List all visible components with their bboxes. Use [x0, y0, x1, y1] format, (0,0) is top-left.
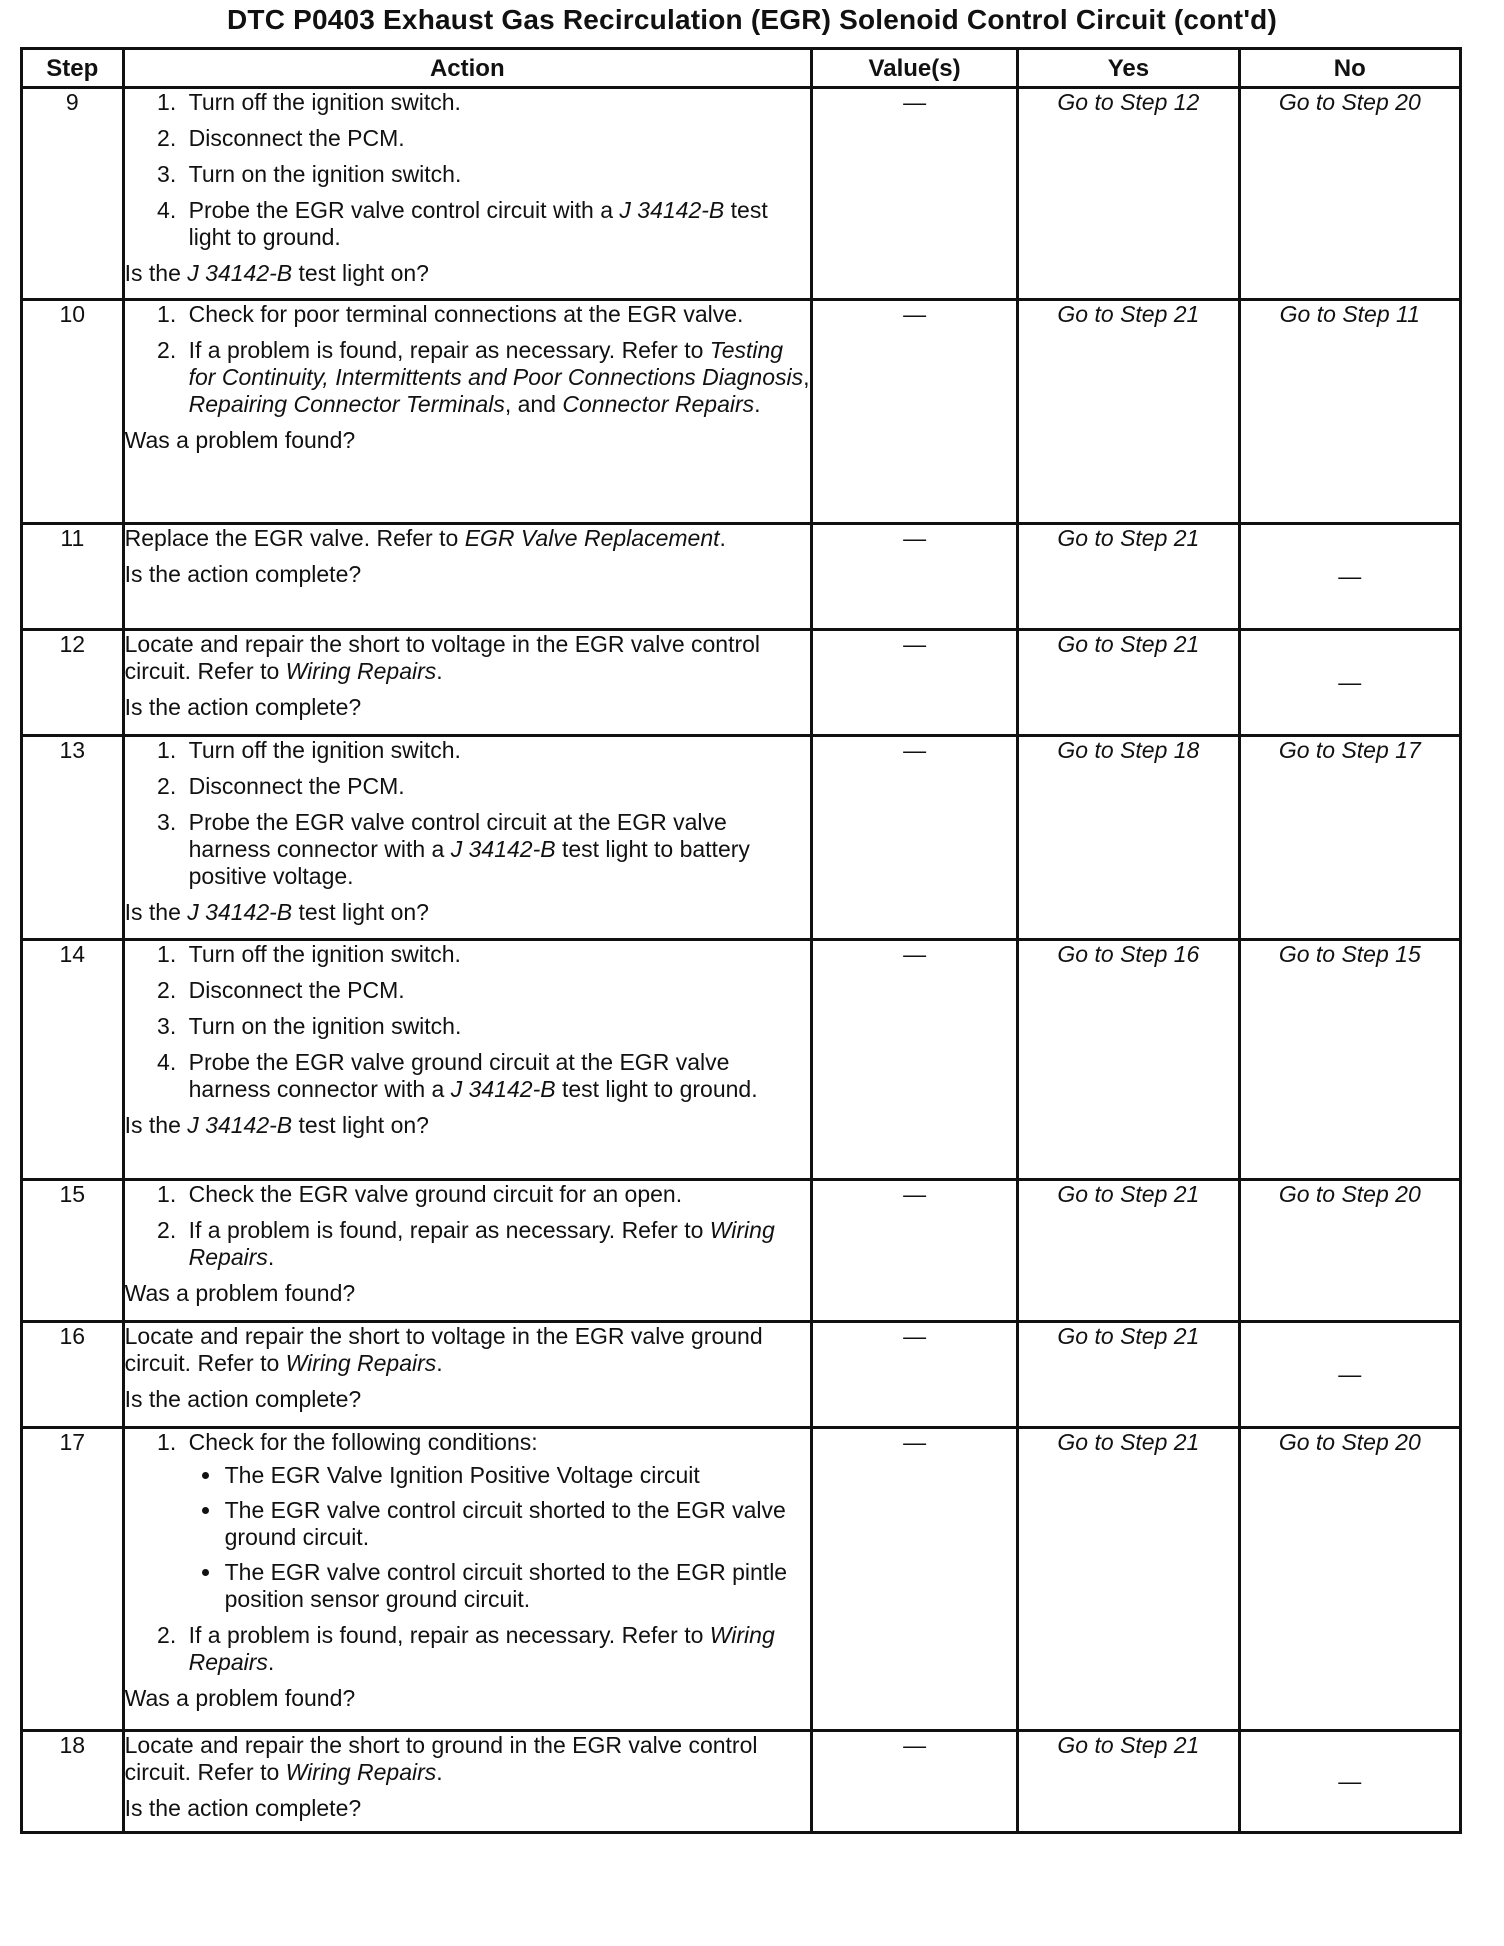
no-cell: Go to Step 20	[1239, 1428, 1460, 1731]
action-list	[125, 1181, 810, 1271]
header-action: Action	[123, 49, 811, 88]
reference-link: Repairing Connector Terminals	[188, 391, 505, 417]
yes-cell: Go to Step 12	[1018, 88, 1239, 300]
step-number: 10	[22, 300, 124, 524]
action-item: 1. Turn off the ignition switch.	[183, 941, 810, 968]
value-cell: —	[811, 1322, 1017, 1428]
no-cell: Go to Step 11	[1239, 300, 1460, 524]
reference-link: Wiring Repairs	[285, 658, 437, 684]
value-cell: —	[811, 300, 1017, 524]
action-cell	[123, 1322, 811, 1428]
yes-cell: Go to Step 16	[1018, 940, 1239, 1180]
action-cell	[123, 1428, 811, 1731]
header-step: Step	[22, 49, 124, 88]
action-item: 3. Probe the EGR valve control circuit at the EGR valve harness connector with a J 34142-B test light to battery positive voltage.	[183, 809, 810, 890]
condition-list	[189, 1462, 810, 1613]
action-item: 1. Check the EGR valve ground circuit for an open.	[183, 1181, 810, 1208]
question: Was a problem found?	[124, 427, 356, 453]
action-list	[125, 89, 810, 251]
table-row	[22, 1428, 1461, 1731]
no-cell: Go to Step 15	[1239, 940, 1460, 1180]
yes-cell: Go to Step 21	[1018, 300, 1239, 524]
step-number: 16	[22, 1322, 124, 1428]
value-cell: —	[811, 524, 1017, 630]
action-cell	[123, 1180, 811, 1322]
table-row	[22, 940, 1461, 1180]
action-item: 2. If a problem is found, repair as necessary. Refer to Testing for Continuity, Intermittents and Poor Connections Diagnosis, Repairing Connector Terminals, and Connector Repairs.	[183, 337, 810, 418]
tool-name: J 34142-B	[187, 899, 293, 925]
reference-link: Wiring Repairs	[285, 1759, 437, 1785]
condition-item: • The EGR Valve Ignition Positive Voltage circuit	[223, 1462, 810, 1489]
tool-name: J 34142-B	[187, 260, 293, 286]
step-number: 17	[22, 1428, 124, 1731]
question: Is the action complete?	[124, 1386, 362, 1412]
step-number: 9	[22, 88, 124, 300]
question: Is the J 34142-B test light on?	[124, 260, 429, 286]
table-row	[22, 736, 1461, 940]
action-cell	[123, 1731, 811, 1833]
action-item: 4. Probe the EGR valve control circuit with a J 34142-B test light to ground.	[183, 197, 810, 251]
action-item: 3. Turn on the ignition switch.	[183, 1013, 810, 1040]
question: Is the J 34142-B test light on?	[124, 899, 429, 925]
no-cell: —	[1239, 1731, 1460, 1833]
action-cell	[123, 630, 811, 736]
table-row	[22, 1180, 1461, 1322]
yes-cell: Go to Step 21	[1018, 1731, 1239, 1833]
table-row	[22, 1731, 1461, 1833]
yes-cell: Go to Step 21	[1018, 1322, 1239, 1428]
no-cell: —	[1239, 630, 1460, 736]
action-item: 1. Turn off the ignition switch.	[183, 89, 810, 116]
diagnostic-table	[20, 47, 1462, 1834]
tool-name: J 34142-B	[450, 836, 556, 862]
table-row	[22, 1322, 1461, 1428]
tool-name: J 34142-B	[450, 1076, 556, 1102]
table-header-row	[22, 49, 1461, 88]
no-cell: Go to Step 20	[1239, 1180, 1460, 1322]
table-row	[22, 524, 1461, 630]
yes-cell: Go to Step 21	[1018, 1180, 1239, 1322]
tool-name: J 34142-B	[619, 197, 725, 223]
action-item: 3. Turn on the ignition switch.	[183, 161, 810, 188]
reference-link: EGR Valve Replacement	[464, 525, 720, 551]
step-number: 14	[22, 940, 124, 1180]
value-cell: —	[811, 630, 1017, 736]
condition-item: • The EGR valve control circuit shorted to the EGR valve ground circuit.	[223, 1497, 810, 1551]
table-row	[22, 300, 1461, 524]
header-values: Value(s)	[811, 49, 1017, 88]
value-cell: —	[811, 1428, 1017, 1731]
table-row	[22, 88, 1461, 300]
header-yes: Yes	[1018, 49, 1239, 88]
action-cell	[123, 736, 811, 940]
action-cell	[123, 524, 811, 630]
no-cell: Go to Step 17	[1239, 736, 1460, 940]
step-number: 15	[22, 1180, 124, 1322]
action-list	[125, 301, 810, 418]
action-list	[125, 737, 810, 890]
action-cell	[123, 300, 811, 524]
step-number: 12	[22, 630, 124, 736]
value-cell: —	[811, 736, 1017, 940]
action-item: 2. Disconnect the PCM.	[183, 773, 810, 800]
action-list	[125, 941, 810, 1103]
value-cell: —	[811, 88, 1017, 300]
question: Is the J 34142-B test light on?	[124, 1112, 429, 1138]
reference-link: Connector Repairs	[562, 391, 755, 417]
question: Is the action complete?	[124, 1795, 362, 1821]
reference-link: Wiring Repairs	[188, 1622, 775, 1675]
step-number: 11	[22, 524, 124, 630]
reference-link: Wiring Repairs	[188, 1217, 775, 1270]
action-item: 2. If a problem is found, repair as necessary. Refer to Wiring Repairs.	[183, 1622, 810, 1676]
tool-name: J 34142-B	[187, 1112, 293, 1138]
question: Is the action complete?	[124, 561, 362, 587]
action-item: 2. If a problem is found, repair as necessary. Refer to Wiring Repairs.	[183, 1217, 810, 1271]
header-no: No	[1239, 49, 1460, 88]
yes-cell: Go to Step 21	[1018, 524, 1239, 630]
action-list	[125, 1429, 810, 1676]
action-item: 2. Disconnect the PCM.	[183, 125, 810, 152]
action-cell	[123, 88, 811, 300]
condition-item: • The EGR valve control circuit shorted to the EGR pintle position sensor ground circuit.	[223, 1559, 810, 1613]
question: Was a problem found?	[124, 1280, 356, 1306]
action-item: 4. Probe the EGR valve ground circuit at the EGR valve harness connector with a J 34142-B test light to ground.	[183, 1049, 810, 1103]
reference-link: Testing for Continuity, Intermittents and Poor Connections Diagnosis	[188, 337, 804, 390]
action-item: 1. Check for poor terminal connections at the EGR valve.	[183, 301, 810, 328]
action-text: Locate and repair the short to voltage in the EGR valve ground circuit. Refer to Wiring Repairs.	[124, 1323, 763, 1376]
action-item: 1. Check for the following conditions: • The EGR Valve Ignition Positive Voltage circuit • The EGR valve control circuit shorted to the EGR valve ground circuit. • The EGR valve control circuit shorted to the EGR pintle position sensor ground circuit.	[183, 1429, 810, 1613]
yes-cell: Go to Step 21	[1018, 1428, 1239, 1731]
action-text: Locate and repair the short to voltage in the EGR valve control circuit. Refer to Wiring Repairs.	[124, 631, 761, 684]
action-item: 2. Disconnect the PCM.	[183, 977, 810, 1004]
no-cell: —	[1239, 1322, 1460, 1428]
question: Was a problem found?	[124, 1685, 356, 1711]
question: Is the action complete?	[124, 694, 362, 720]
value-cell: —	[811, 940, 1017, 1180]
yes-cell: Go to Step 21	[1018, 630, 1239, 736]
action-text: Replace the EGR valve. Refer to EGR Valve Replacement.	[124, 525, 726, 551]
page-title: DTC P0403 Exhaust Gas Recirculation (EGR) Solenoid Control Circuit (cont'd)	[226, 4, 1277, 35]
no-cell: —	[1239, 524, 1460, 630]
action-item: 1. Turn off the ignition switch.	[183, 737, 810, 764]
yes-cell: Go to Step 18	[1018, 736, 1239, 940]
step-number: 13	[22, 736, 124, 940]
step-number: 18	[22, 1731, 124, 1833]
table-row	[22, 630, 1461, 736]
action-text: Locate and repair the short to ground in the EGR valve control circuit. Refer to Wiring Repairs.	[124, 1732, 758, 1785]
reference-link: Wiring Repairs	[285, 1350, 437, 1376]
action-cell	[123, 940, 811, 1180]
no-cell: Go to Step 20	[1239, 88, 1460, 300]
value-cell: —	[811, 1731, 1017, 1833]
value-cell: —	[811, 1180, 1017, 1322]
